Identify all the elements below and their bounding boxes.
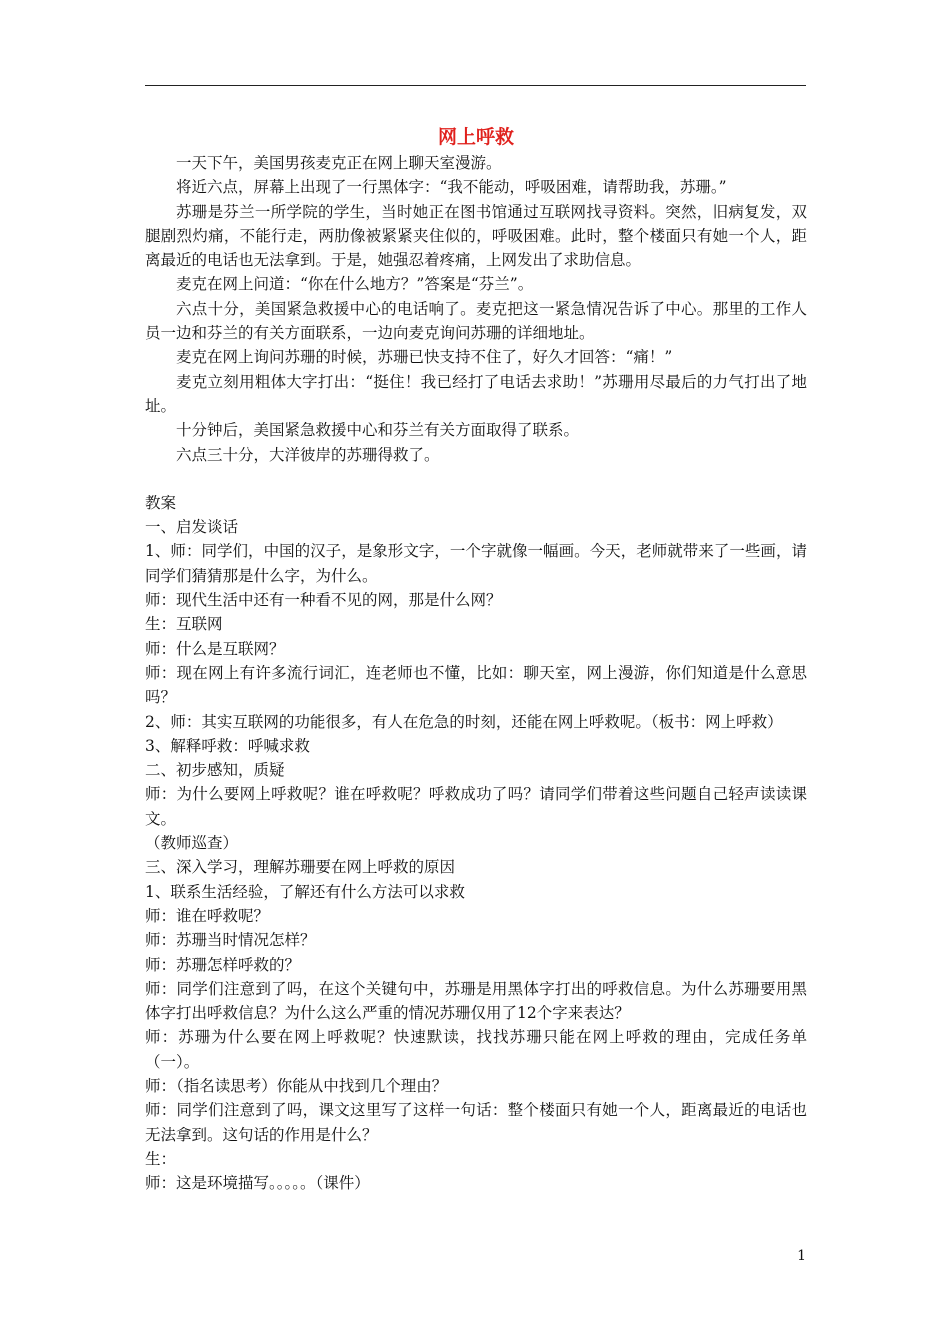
- plan-line: 生：: [145, 1149, 177, 1168]
- story-paragraph: 六点三十分，大洋彼岸的苏珊得救了。: [176, 445, 440, 464]
- plan-line: 师：同学们注意到了吗，课文这里写了这样一句话：整个楼面只有她一个人，距离最近的电话也无法拿到。这句话的作用是什么？: [145, 1101, 807, 1144]
- section-heading: 一、启发谈话: [145, 518, 239, 537]
- plan-line: 师：现在网上有许多流行词汇，连老师也不懂，比如：聊天室，网上漫游，你们知道是什么意思吗？: [145, 663, 807, 707]
- story-paragraph: 十分钟后，美国紧急救援中心和芬兰有关方面取得了联系。: [176, 421, 580, 440]
- story-paragraph: 麦克在网上问道：“你在什么地方？”答案是“芬兰”。: [176, 275, 534, 294]
- plan-line: 师：这是环境描写。。。。。（课件）: [145, 1174, 370, 1193]
- story-paragraph: 六点十分，美国紧急救援中心的电话响了。麦克把这一紧急情况告诉了中心。那里的工作人员一边和芬兰的有关方面联系，一边向麦克询问苏珊的详细地址。: [145, 299, 807, 343]
- plan-line: 师：苏珊怎样呼救的？: [145, 955, 301, 974]
- document-body: [145, 124, 807, 1195]
- header-rule: [145, 85, 806, 86]
- page-number: 1: [797, 1248, 806, 1264]
- page-title: 网上呼救: [437, 126, 514, 148]
- story-paragraph: 麦克在网上询问苏珊的时候，苏珊已快支持不住了，好久才回答：“痛！”: [176, 348, 673, 367]
- story-text: [145, 151, 807, 467]
- plan-line: 2、师：其实互联网的功能很多，有人在危急的时刻，还能在网上呼救呢。（板书：网上呼救）: [145, 712, 783, 731]
- story-paragraph: 将近六点，屏幕上出现了一行黑体字：“我不能动，呼吸困难，请帮助我，苏珊。”: [176, 178, 727, 197]
- story-paragraph: 一天下午，美国男孩麦克正在网上聊天室漫游。: [176, 154, 502, 172]
- lesson-plan-heading: 教案: [145, 493, 177, 512]
- story-paragraph: 苏珊是芬兰一所学院的学生，当时她正在图书馆通过互联网找寻资料。突然，旧病复发，双腿剧烈灼痛，不能行走，两肋像被紧紧夹住似的，呼吸困难。此时，整个楼面只有她一个人，距离最近的电话也无法拿到。于是，她强忍着疼痛，上网发出了求助信息。: [145, 202, 807, 270]
- plan-line: 师：苏珊为什么要在网上呼救呢？快速默读，找找苏珊只能在网上呼救的理由，完成任务单（一）。: [145, 1028, 807, 1071]
- section-heading: 三、深入学习，理解苏珊要在网上呼救的原因: [145, 858, 456, 877]
- plan-line: （教师巡查）: [145, 834, 239, 853]
- plan-line: 1、师：同学们，中国的汉子，是象形文字，一个字就像一幅画。今天，老师就带来了一些画，请同学们猜猜那是什么字，为什么。: [145, 542, 807, 585]
- section-heading: 二、初步感知，质疑: [145, 761, 285, 780]
- plan-line: 3、解释呼救：呼喊求救: [145, 736, 310, 755]
- lesson-plan: [145, 491, 807, 1196]
- plan-line: 生：互联网: [145, 615, 223, 634]
- plan-line: 师：什么是互联网？: [145, 639, 285, 658]
- story-paragraph: 麦克立刻用粗体大字打出：“挺住！我已经打了电话去求助！”苏珊用尽最后的力气打出了地址。: [145, 372, 807, 415]
- plan-line: 师：同学们注意到了吗，在这个关键句中，苏珊是用黑体字打出的呼救信息。为什么苏珊要用黑体字打出呼救信息？为什么这么严重的情况苏珊仅用了12个字来表达？: [145, 979, 807, 1023]
- plan-line: 师：谁在呼救呢？: [145, 906, 270, 925]
- plan-line: 1、联系生活经验，了解还有什么方法可以求救: [145, 882, 465, 901]
- plan-line: 师：苏珊当时情况怎样？: [145, 931, 316, 950]
- plan-line: 师：为什么要网上呼救呢？谁在呼救呢？呼救成功了吗？请同学们带着这些问题自己轻声读读课文。: [145, 785, 807, 828]
- plan-line: 师：（指名读思考）你能从中找到几个理由？: [145, 1076, 448, 1095]
- plan-line: 师：现代生活中还有一种看不见的网，那是什么网？: [145, 591, 502, 610]
